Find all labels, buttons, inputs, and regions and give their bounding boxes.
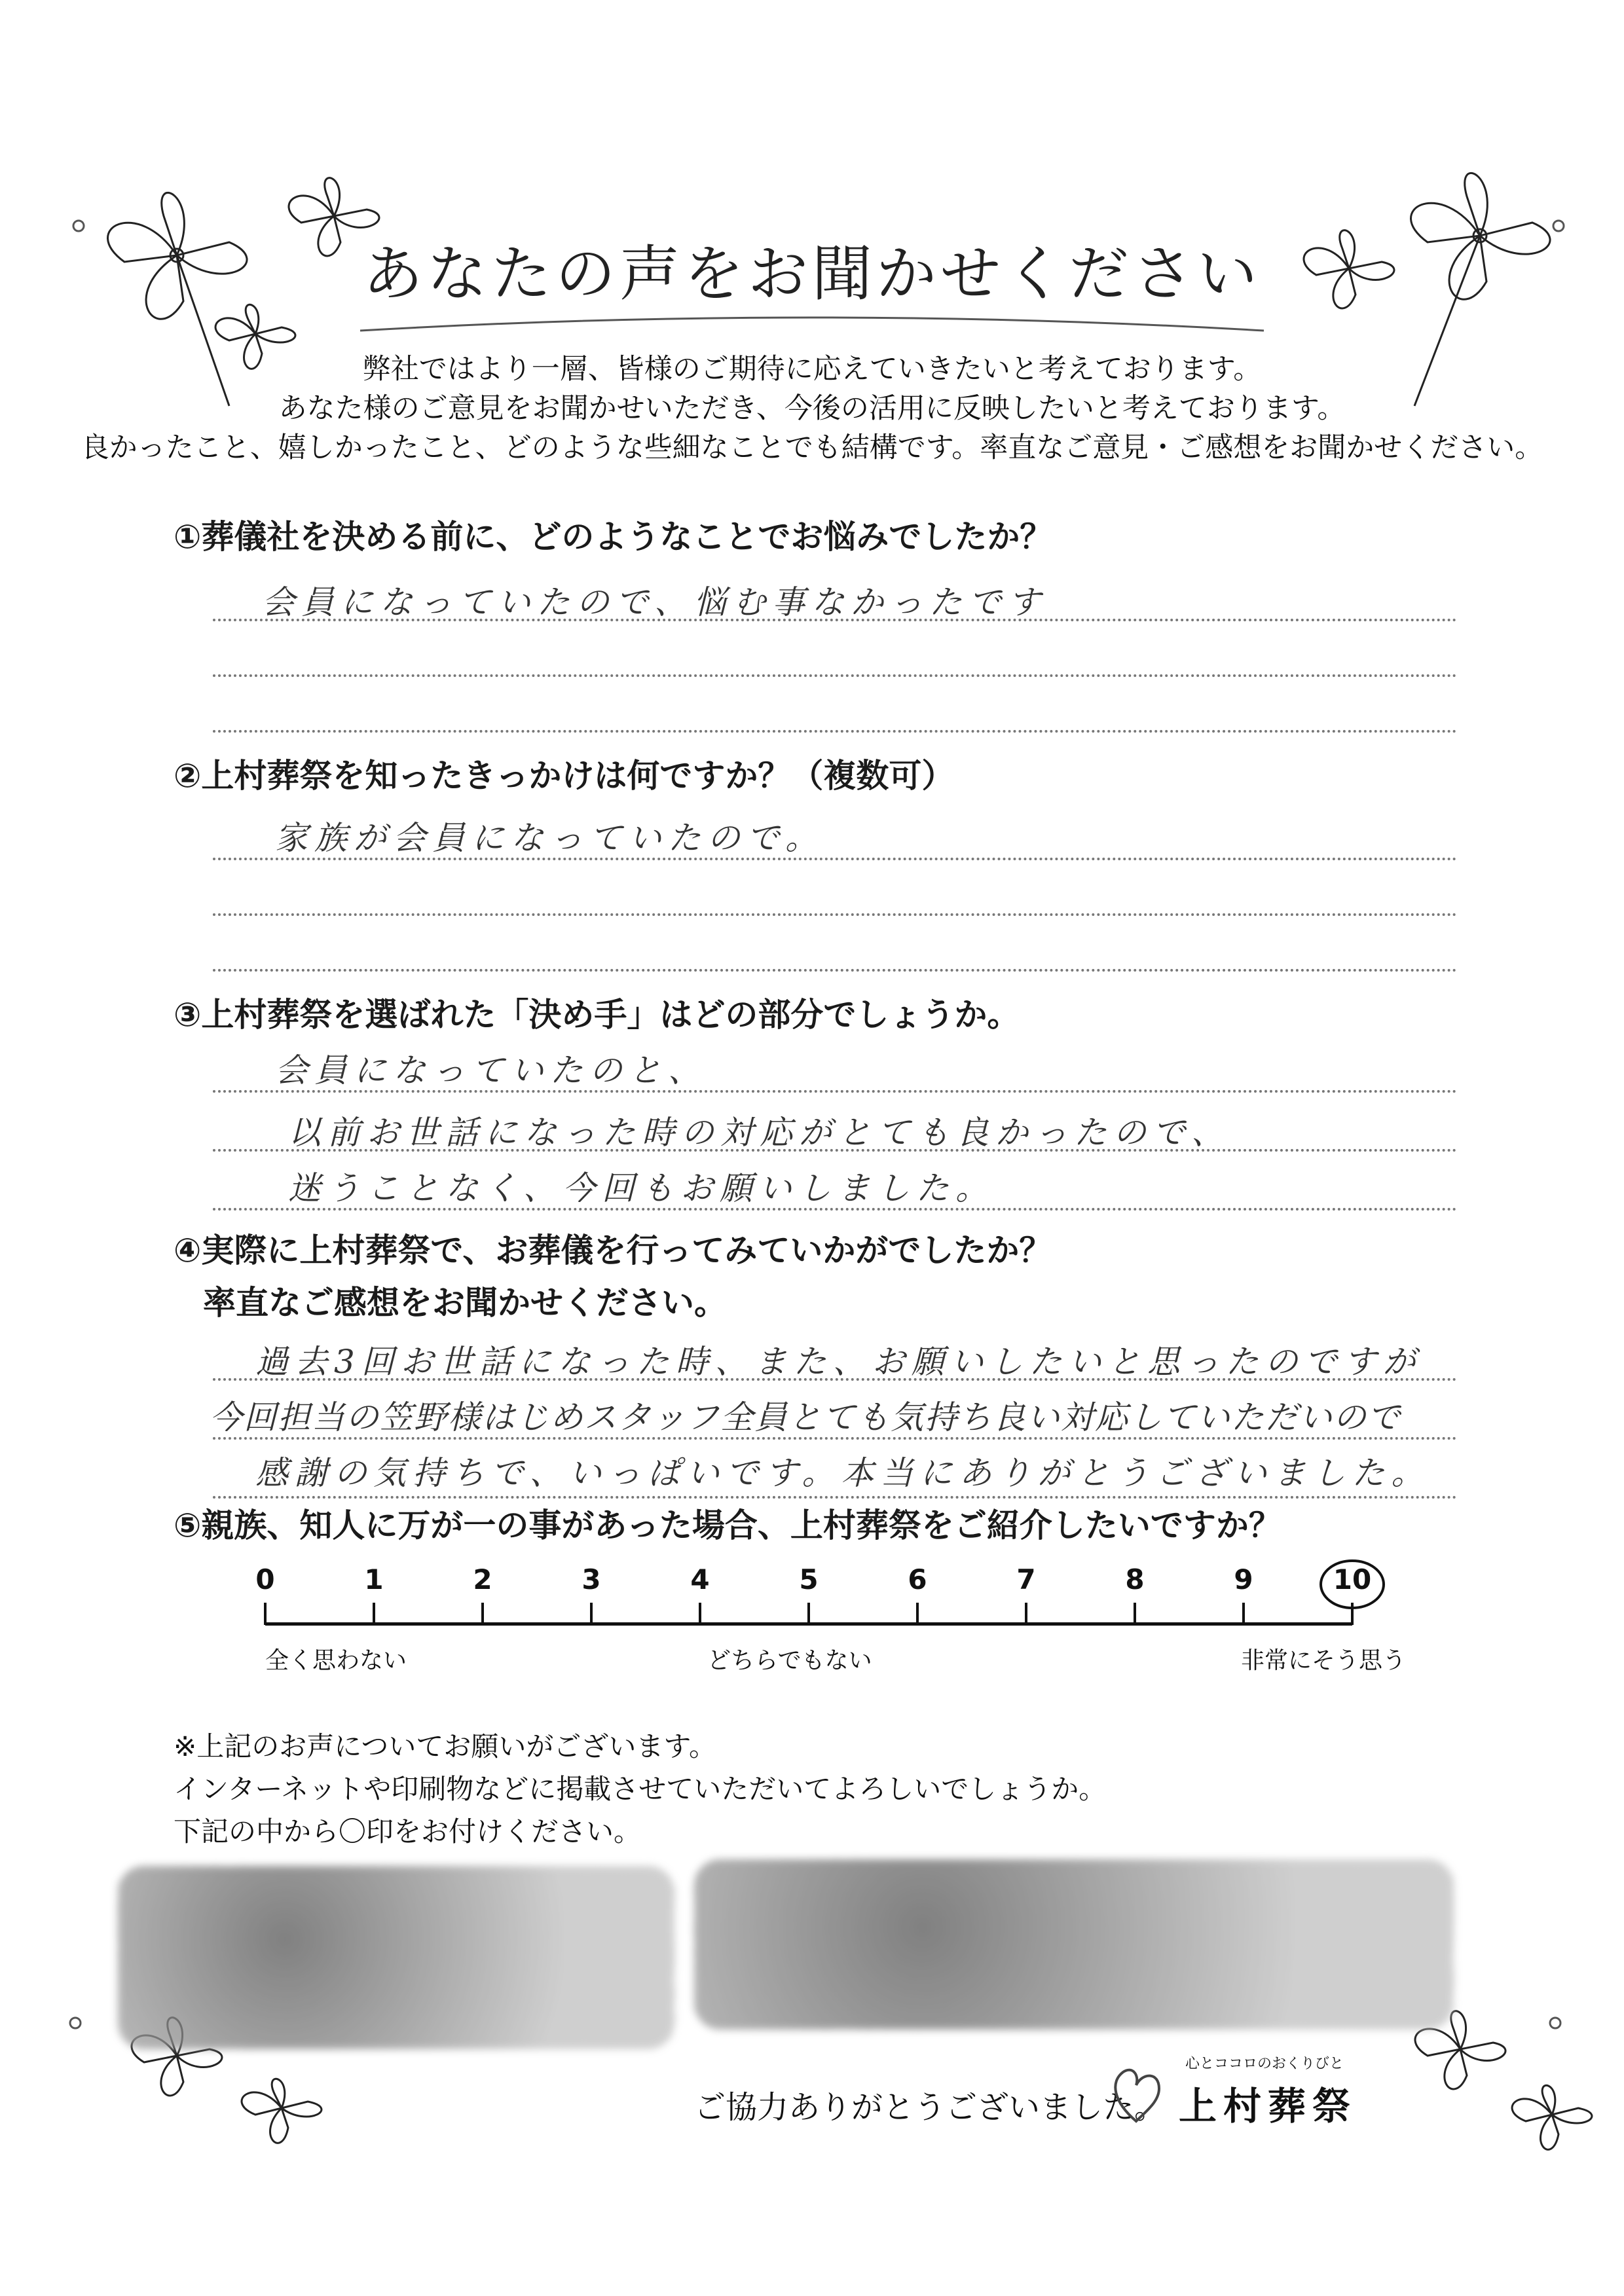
corner-dot-icon bbox=[1549, 216, 1568, 236]
logo-tagline: 心とココロのおくりびと bbox=[1185, 2056, 1344, 2072]
title-underline-swash bbox=[354, 311, 1270, 337]
answer-rule bbox=[213, 1149, 1457, 1152]
footer-thanks: ご協力ありがとうございました。 bbox=[694, 2089, 1166, 2126]
corner-dot-icon bbox=[65, 2013, 85, 2033]
question-5-label: ⑤親族、知人に万が一の事があった場合、上村葬祭をご紹介したいですか？ bbox=[174, 1506, 1282, 1544]
page-title: あなたの声をお聞かせください bbox=[362, 239, 1261, 309]
scale-tick bbox=[1134, 1603, 1136, 1625]
question-1-answer-line-1: 会員になっていたので、悩む事なかったです bbox=[262, 583, 1047, 621]
scale-number-4[interactable]: 4 bbox=[690, 1563, 710, 1595]
scale-tick bbox=[1242, 1603, 1245, 1625]
notice-line-2: インターネットや印刷物などに掲載させていただいてよろしいでしょうか。 bbox=[174, 1773, 1107, 1805]
answer-rule bbox=[213, 674, 1457, 677]
question-3-answer-line-3: 迷うことなく、今回もお願いしました。 bbox=[288, 1169, 995, 1207]
scale-tick bbox=[1025, 1603, 1027, 1625]
redacted-area-left bbox=[118, 1866, 674, 2049]
question-3-answer-line-1: 会員になっていたのと、 bbox=[275, 1051, 707, 1089]
scale-number-0[interactable]: 0 bbox=[255, 1563, 275, 1595]
question-3-label: ③上村葬祭を選ばれた「決め手」はどの部分でしょうか。 bbox=[174, 996, 1020, 1034]
scale-number-3[interactable]: 3 bbox=[581, 1563, 601, 1595]
scale-tick bbox=[264, 1603, 267, 1625]
scale-label-mid: どちらでもない bbox=[707, 1647, 872, 1674]
scale-number-9[interactable]: 9 bbox=[1234, 1563, 1253, 1595]
scale-number-2[interactable]: 2 bbox=[473, 1563, 492, 1595]
logo-name: 上村葬祭 bbox=[1179, 2084, 1357, 2128]
heart-logo-icon bbox=[1107, 2062, 1166, 2128]
answer-rule bbox=[213, 1437, 1457, 1440]
scale-label-high: 非常にそう思う bbox=[1241, 1647, 1407, 1674]
selected-rating-circle bbox=[1316, 1555, 1388, 1614]
scale-tick bbox=[373, 1603, 375, 1625]
question-4-label: ④実際に上村葬祭で、お葬儀を行ってみていかがでしたか？ bbox=[174, 1231, 1052, 1269]
question-4-answer-line-3: 感謝の気持ちで、いっぱいです。本当にありがとうございました。 bbox=[255, 1454, 1431, 1492]
scale-tick bbox=[699, 1603, 701, 1625]
answer-rule bbox=[213, 1090, 1457, 1093]
scale-number-1[interactable]: 1 bbox=[364, 1563, 384, 1595]
scale-number-10[interactable]: 10 bbox=[1333, 1563, 1372, 1595]
scale-tick bbox=[481, 1603, 484, 1625]
question-2-label: ②上村葬祭を知ったきっかけは何ですか？（複数可） bbox=[174, 757, 955, 795]
answer-rule bbox=[213, 1208, 1457, 1211]
question-4-answer-line-1: 過去3回お世話になった時、また、お願いしたいと思ったのですが bbox=[255, 1343, 1422, 1381]
intro-line-1: 弊社ではより一層、皆様のご期待に応えていきたいと考えております。 bbox=[362, 353, 1262, 386]
answer-rule bbox=[213, 969, 1457, 972]
answer-rule bbox=[213, 730, 1457, 733]
notice-line-3: 下記の中から〇印をお付けください。 bbox=[174, 1815, 642, 1848]
scale-number-6[interactable]: 6 bbox=[908, 1563, 927, 1595]
corner-dot-icon bbox=[69, 216, 88, 236]
answer-rule bbox=[213, 858, 1457, 860]
scale-number-8[interactable]: 8 bbox=[1125, 1563, 1145, 1595]
question-4-answer-line-2: 今回担当の笠野様はじめスタッフ全員とても気持ち良い対応していただいので bbox=[210, 1398, 1401, 1436]
answer-rule bbox=[213, 619, 1457, 621]
answer-rule bbox=[213, 1378, 1457, 1381]
redacted-area-right bbox=[694, 1859, 1454, 2030]
scale-tick bbox=[807, 1603, 810, 1625]
scale-number-5[interactable]: 5 bbox=[799, 1563, 819, 1595]
question-1-label: ①葬儀社を決める前に、どのようなことでお悩みでしたか？ bbox=[174, 518, 1053, 556]
scale-label-low: 全く思わない bbox=[265, 1647, 407, 1674]
intro-line-3: 良かったこと、嬉しかったこと、どのような些細なことでも結構です。率直なご意見・ご感想をお聞かせください。 bbox=[81, 431, 1543, 464]
answer-rule bbox=[213, 913, 1457, 916]
scale-number-7[interactable]: 7 bbox=[1016, 1563, 1036, 1595]
notice-line-1: ※上記のお声についてお願いがございます。 bbox=[174, 1730, 716, 1762]
scale-tick bbox=[590, 1603, 593, 1625]
answer-rule bbox=[213, 1496, 1457, 1499]
question-4-label-line-2: 率直なご感想をお聞かせください。 bbox=[203, 1284, 727, 1322]
question-2-answer-line-1: 家族が会員になっていたので。 bbox=[275, 819, 824, 857]
scale-tick bbox=[916, 1603, 919, 1625]
question-3-answer-line-2: 以前お世話になった時の対応がとても良かったので、 bbox=[288, 1114, 1230, 1152]
intro-line-2: あなた様のご意見をお聞かせいただき、今後の活用に反映したいと考えております。 bbox=[278, 392, 1346, 425]
corner-dot-icon bbox=[1545, 2013, 1565, 2033]
